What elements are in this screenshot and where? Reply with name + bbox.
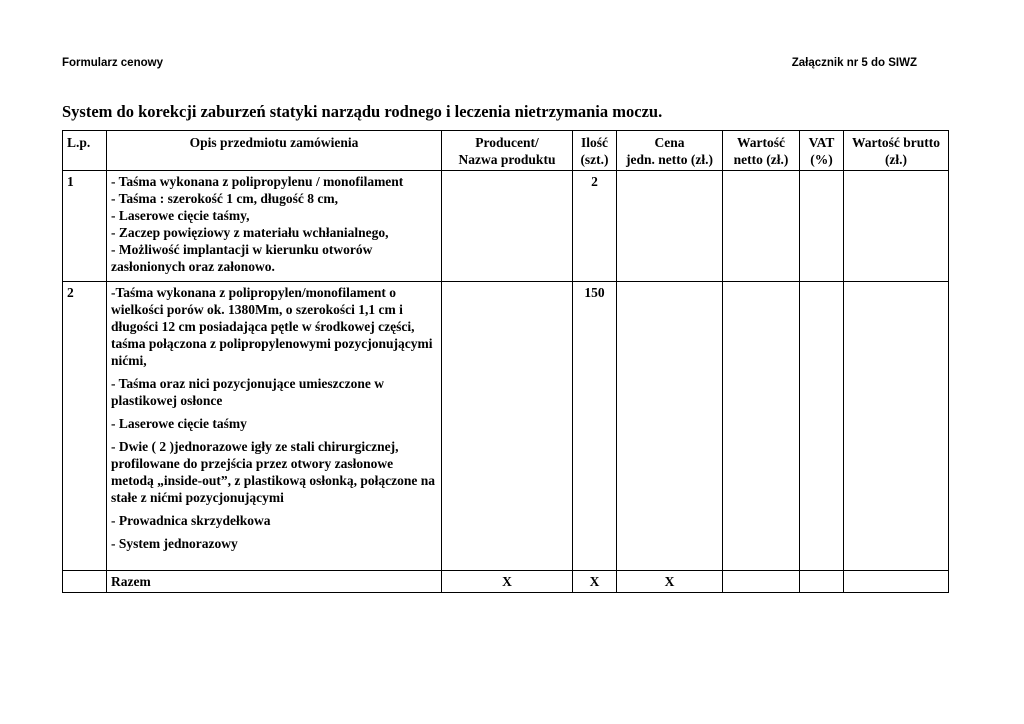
- vat-cell[interactable]: [800, 171, 844, 282]
- attachment-label: Załącznik nr 5 do SIWZ: [791, 57, 917, 69]
- quantity-cell: 2: [573, 171, 617, 282]
- table-row: [63, 282, 949, 571]
- row-number: 1: [63, 171, 107, 282]
- net-value-cell[interactable]: [723, 171, 800, 282]
- total-row: [63, 571, 949, 593]
- net-value-cell[interactable]: [723, 282, 800, 571]
- total-lp-cell: [63, 571, 107, 593]
- row-number: 2: [63, 282, 107, 571]
- col-header-vat: VAT (%): [800, 131, 844, 171]
- total-price-x: X: [617, 571, 723, 593]
- row-description: - Taśma wykonana z polipropylenu / monofilament - Taśma : szerokość 1 cm, długość 8 cm, - Laserowe cięcie taśmy, - Zaczep powięziowy z materiału wchłanialnego, - Możliwość implantacji w kierunku otworów zasłonionych oraz załonowo.: [107, 171, 442, 282]
- total-gross-value-cell[interactable]: [844, 571, 949, 593]
- producer-cell[interactable]: [442, 282, 573, 571]
- unit-price-cell[interactable]: [617, 282, 723, 571]
- gross-value-cell[interactable]: [844, 171, 949, 282]
- gross-value-cell[interactable]: [844, 282, 949, 571]
- total-net-value-cell[interactable]: [723, 571, 800, 593]
- quantity-cell: 150: [573, 282, 617, 571]
- total-producer-x: X: [442, 571, 573, 593]
- col-header-unit-price: Cena jedn. netto (zł.): [617, 131, 723, 171]
- form-name: Formularz cenowy: [62, 57, 163, 69]
- row-description: -Taśma wykonana z polipropylen/monofilament o wielkości porów ok. 1380Mm, o szerokości 1,1 cm i długości 12 cm posiadająca pętle w środkowej części, taśma połączona z polipropylenowymi pozycjonującymi nićmi, - Taśma oraz nici pozycjonujące umieszczone w plastikowej osłonce - Laserowe cięcie taśmy - Dwie ( 2 )jednorazowe igły ze stali chirurgicznej, profilowane do przejścia przez otwory zasłonowe metodą „inside-out”, z plastikową osłonką, połączone na stałe z nićmi pozycjonującymi - Prowadnica skrzydełkowa - System jednorazowy: [107, 282, 442, 571]
- col-header-lp: L.p.: [63, 131, 107, 171]
- unit-price-cell[interactable]: [617, 171, 723, 282]
- vat-cell[interactable]: [800, 282, 844, 571]
- col-header-quantity: Ilość (szt.): [573, 131, 617, 171]
- total-vat-cell[interactable]: [800, 571, 844, 593]
- col-header-producer: Producent/ Nazwa produktu: [442, 131, 573, 171]
- total-label: Razem: [107, 571, 442, 593]
- table-header-row: [63, 131, 949, 171]
- col-header-gross-value: Wartość brutto (zł.): [844, 131, 949, 171]
- total-quantity-x: X: [573, 571, 617, 593]
- producer-cell[interactable]: [442, 171, 573, 282]
- price-table: [62, 130, 949, 593]
- col-header-description: Opis przedmiotu zamówienia: [107, 131, 442, 171]
- document-title: System do korekcji zaburzeń statyki narządu rodnego i leczenia nietrzymania moczu.: [62, 102, 663, 121]
- table-row: [63, 171, 949, 282]
- col-header-net-value: Wartość netto (zł.): [723, 131, 800, 171]
